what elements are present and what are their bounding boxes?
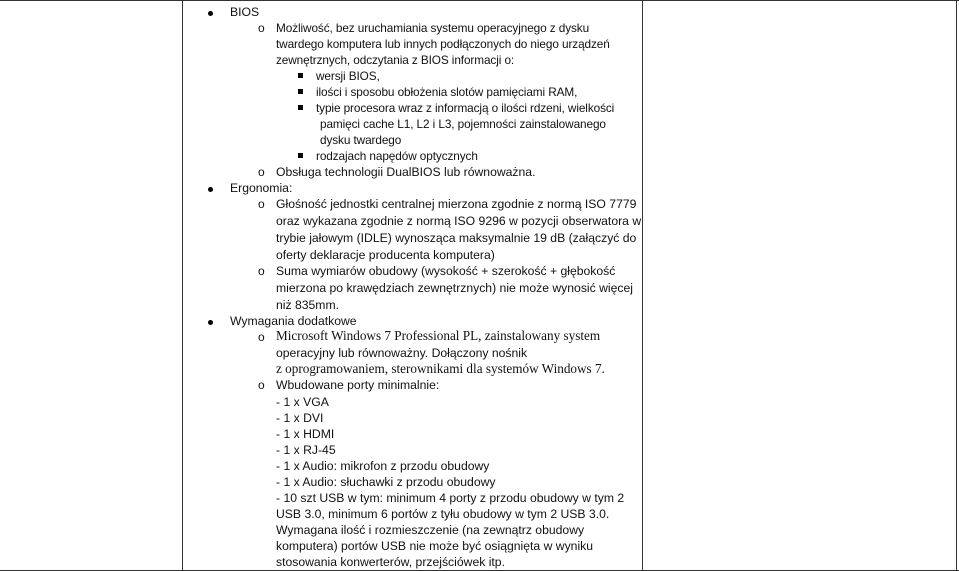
- ergonomics-item-2-line-3: niż 835mm.: [276, 298, 339, 312]
- ergonomics-title: Ergonomia:: [230, 181, 293, 195]
- port-line: - 1 x Audio: słuchawki z przodu obudowy: [276, 475, 496, 489]
- bios-sub-4: rodzajach napędów optycznych: [316, 149, 478, 163]
- table-border-top: [0, 0, 959, 1]
- bios-item-1-line-3: zewnętrznych, odczytania z BIOS informacji o:: [276, 53, 515, 67]
- ergonomics-item-2-line-2: mierzona po krawędziach zewnętrznych) nie może wynosić więcej: [276, 281, 633, 295]
- extra-item-1-line-1: Microsoft Windows 7 Professional PL, zainstalowany system: [276, 328, 601, 343]
- extra-item-1-line-3: z oprogramowaniem, sterownikami dla systemów Windows 7.: [276, 361, 605, 376]
- bullet-icon: [208, 11, 213, 16]
- ergonomics-item-1-line-2: oraz wykazana zgodnie z normą ISO 9296 w pozycji obserwatora w: [276, 214, 642, 228]
- ergonomics-item-1-line-1: Głośność jednostki centralnej mierzona zgodnie z normą ISO 7779: [276, 197, 637, 211]
- table-border-right: [956, 0, 957, 571]
- square-bullet-icon: [298, 89, 303, 94]
- square-bullet-icon: [298, 153, 303, 158]
- port-line: - 1 x VGA: [276, 395, 329, 409]
- extra-title: Wymagania dodatkowe: [230, 314, 357, 328]
- port-line: Wymagana ilość i rozmieszczenie (na zewnątrz obudowy: [276, 523, 585, 537]
- circle-bullet-icon: o: [258, 165, 265, 179]
- port-line: stosowania konwerterów, przejściówek itp.: [276, 555, 505, 569]
- ergonomics-item-2-line-1: Suma wymiarów obudowy (wysokość + szerokość + głębokość: [276, 264, 616, 278]
- table-border-middle: [642, 0, 643, 571]
- bios-item-1-line-1: Możliwość, bez uruchamiania systemu operacyjnego z dysku: [276, 21, 590, 35]
- bios-sub-1: wersji BIOS,: [316, 69, 380, 83]
- ergonomics-item-1-line-4: oferty deklaracje producenta komputera): [276, 248, 495, 262]
- port-line: komputera) portów USB nie może być osiągnięta w wyniku: [276, 539, 594, 553]
- circle-bullet-icon: o: [258, 197, 265, 211]
- port-line: - 10 szt USB w tym: minimum 4 porty z przodu obudowy w tym 2: [276, 491, 625, 505]
- circle-bullet-icon: o: [258, 21, 265, 35]
- bios-item-1-line-2: twardego komputera lub innych podłączonych do niego urządzeń: [276, 37, 610, 51]
- square-bullet-icon: [298, 105, 303, 110]
- port-line: USB 3.0, minimum 6 portów z tyłu obudowy w tym 2 USB 3.0.: [276, 507, 610, 521]
- bios-sub-3-line-1: typie procesora wraz z informacją o ilości rdzeni, wielkości: [316, 101, 615, 115]
- port-line: - 1 x DVI: [276, 411, 324, 425]
- circle-bullet-icon: o: [258, 264, 265, 278]
- port-line: - 1 x Audio: mikrofon z przodu obudowy: [276, 459, 490, 473]
- bios-sub-3-line-2: pamięci cache L1, L2 i L3, pojemności zainstalowanego: [320, 117, 606, 131]
- ergonomics-item-1-line-3: trybie jałowym (IDLE) wynosząca maksymalnie 19 dB (załączyć do: [276, 231, 637, 245]
- circle-bullet-icon: o: [258, 330, 265, 344]
- table-border-left: [182, 0, 183, 571]
- port-line: - 1 x RJ-45: [276, 443, 336, 457]
- bios-sub-3-line-3: dysku twardego: [320, 133, 402, 147]
- bios-title: BIOS: [230, 5, 260, 19]
- extra-item-2: Wbudowane porty minimalnie:: [276, 378, 440, 392]
- bios-sub-2: ilości i sposobu obłożenia slotów pamięciami RAM,: [316, 85, 578, 99]
- port-line: - 1 x HDMI: [276, 427, 335, 441]
- circle-bullet-icon: o: [258, 378, 265, 392]
- extra-item-1-line-2: operacyjny lub równoważny. Dołączony nośnik: [276, 346, 528, 360]
- bullet-icon: [208, 320, 213, 325]
- square-bullet-icon: [298, 73, 303, 78]
- bullet-icon: [208, 187, 213, 192]
- bios-item-2: Obsługa technologii DualBIOS lub równoważna.: [276, 165, 536, 179]
